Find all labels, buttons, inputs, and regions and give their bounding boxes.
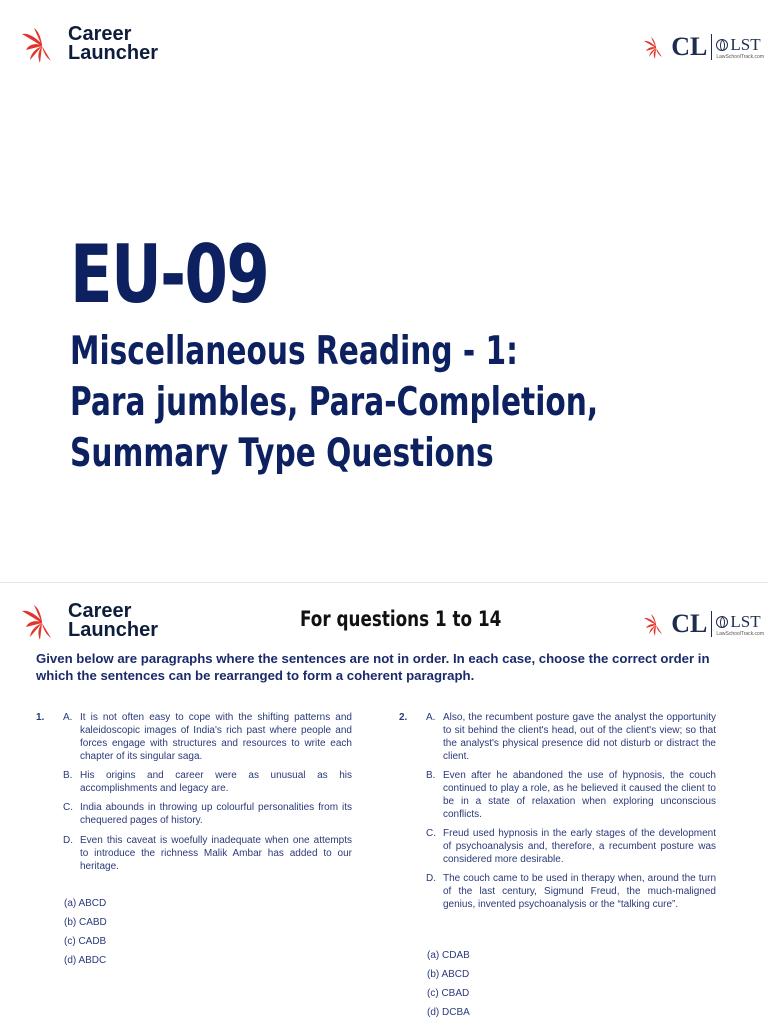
lst-logo xyxy=(716,612,764,637)
logo-divider xyxy=(711,34,712,60)
logo-divider xyxy=(711,611,712,637)
lst-logo xyxy=(716,35,764,60)
cl-lst-logo xyxy=(643,32,764,62)
questions-slide xyxy=(0,582,768,1025)
starburst-icon xyxy=(20,601,64,641)
option-text: Also, the recumbent posture gave the analyst the opportunity to sit behind the client's head, out of the client's view; so that the analyst's physical presence did not disturb or distract the client. xyxy=(443,712,716,762)
option-text: Freud used hypnosis in the early stages of the development of psychoanalysis and, therefore, a recumbent posture was considered more desirable. xyxy=(443,828,716,865)
answer-choice[interactable]: (b) ABCD xyxy=(427,969,470,980)
lst-tagline: LawSchoolTrack.com xyxy=(716,53,764,60)
cl-starburst-icon xyxy=(643,35,669,59)
brand-wordmark xyxy=(68,25,158,63)
question-1 xyxy=(36,711,358,971)
answer-choice[interactable]: (b) CABD xyxy=(64,917,107,928)
questions-heading: For questions 1 to 14 xyxy=(300,607,502,631)
instruction-text: Given below are paragraphs where the sentences are not in order. In each case, choose the correct order in which the sentences can be rearranged to form a coherent paragraph. xyxy=(36,651,710,683)
option-text: India abounds in throwing up colourful personalities from its chequered pages of history. xyxy=(80,802,352,826)
title-line-2: Para jumbles, Para-Completion, xyxy=(70,380,599,425)
lst-tagline: LawSchoolTrack.com xyxy=(716,630,764,637)
question-number: 1. xyxy=(36,712,45,723)
option-letter: B. xyxy=(63,770,73,781)
answer-choice[interactable]: (d) DCBA xyxy=(427,1007,470,1018)
option-letter: C. xyxy=(63,802,73,813)
option-letter: D. xyxy=(63,835,73,846)
question-number: 2. xyxy=(399,712,408,723)
answer-choice[interactable]: (a) ABCD xyxy=(64,898,107,909)
option-text: His origins and career were as unusual as his accomplishments and legacy are. xyxy=(80,770,352,794)
title-line-1: Miscellaneous Reading - 1: xyxy=(70,329,518,374)
answer-choice[interactable]: (d) ABDC xyxy=(64,955,107,966)
option-letter: A. xyxy=(63,712,73,723)
question-2 xyxy=(399,711,719,1023)
lst-text: LST xyxy=(730,34,761,54)
option-letter: B. xyxy=(426,770,436,781)
brand-line2: Launcher xyxy=(68,42,159,64)
module-title xyxy=(70,326,598,479)
option-letter: A. xyxy=(426,712,436,723)
module-code: EU-09 xyxy=(70,228,269,321)
brand-line1: Career xyxy=(68,23,132,45)
lst-text: LST xyxy=(730,611,761,631)
cl-starburst-icon xyxy=(643,612,669,636)
career-launcher-logo-2 xyxy=(20,601,158,641)
title-line-3: Summary Type Questions xyxy=(70,431,494,476)
option-letter: C. xyxy=(426,828,436,839)
option-text: Even this caveat is woefully inadequate when one attempts to introduce the richness Malik Ambar has added to our heritage. xyxy=(80,835,352,872)
brand-wordmark xyxy=(68,602,158,640)
brand-line2: Launcher xyxy=(68,619,159,641)
option-text: Even after he abandoned the use of hypnosis, the couch continued to play a role, as he believed it caused the client to be in a state of relaxation when exploring unconscious conflicts. xyxy=(443,770,716,820)
cl-text: CL xyxy=(671,609,708,638)
globe-icon xyxy=(716,616,728,628)
answer-choice[interactable]: (a) CDAB xyxy=(427,950,470,961)
globe-icon xyxy=(716,39,728,51)
answer-choice[interactable]: (c) CBAD xyxy=(427,988,470,999)
brand-line1: Career xyxy=(68,600,132,622)
option-text: It is not often easy to cope with the shifting patterns and kaleidoscopic images of India's rich past where people and forces engage with structures and resources to write each chapter of its singular saga. xyxy=(80,712,352,762)
cl-lst-logo-2 xyxy=(643,609,764,639)
career-launcher-logo xyxy=(20,24,158,64)
option-text: The couch came to be used in therapy when, around the turn of the last century, Sigmund Freud, the much-maligned genius, invented psychoanalysis or the “talking cure”. xyxy=(443,873,716,910)
option-letter: D. xyxy=(426,873,436,884)
answer-choice[interactable]: (c) CADB xyxy=(64,936,107,947)
cl-text: CL xyxy=(671,32,708,61)
starburst-icon xyxy=(20,24,64,64)
